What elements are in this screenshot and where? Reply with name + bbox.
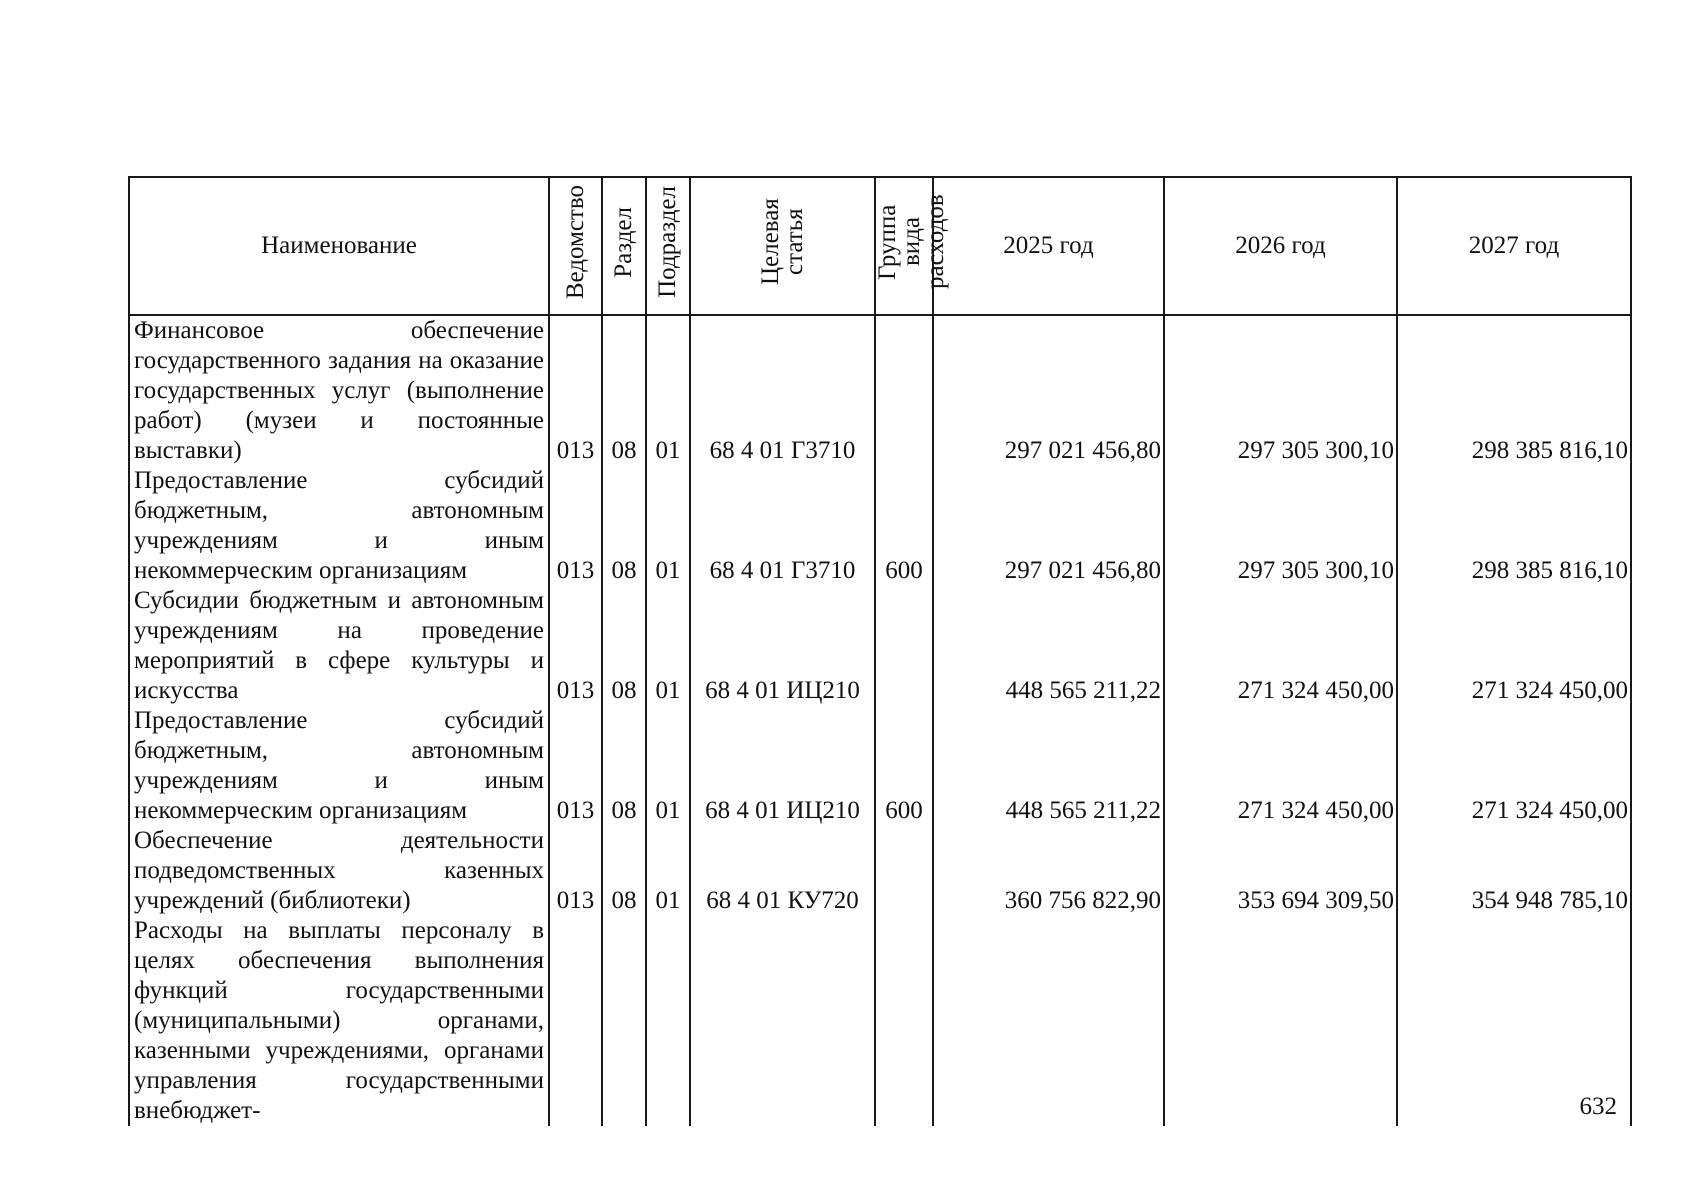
row-podrazdel: 01 <box>646 586 690 706</box>
row-year1: 448 565 211,22 <box>933 706 1164 826</box>
table-row <box>129 826 1631 916</box>
table-header-row <box>129 177 1631 315</box>
row-name: Предоставление субсидий бюджетным, автономным учреждениям и иным некоммерческим организациям <box>129 706 549 826</box>
row-year1: 448 565 211,22 <box>933 586 1164 706</box>
row-gruppa <box>875 826 933 916</box>
header-gruppa: Группа вида расходов <box>875 177 933 315</box>
row-gruppa <box>875 586 933 706</box>
row-year3: 354 948 785,10 <box>1397 826 1631 916</box>
row-year3: 271 324 450,00 <box>1397 706 1631 826</box>
budget-table <box>128 176 1632 1126</box>
row-year2: 297 305 300,10 <box>1164 315 1397 466</box>
header-name: Наименование <box>129 177 549 315</box>
row-podrazdel: 01 <box>646 466 690 586</box>
row-vedomstvo <box>549 916 602 1126</box>
row-year1: 297 021 456,80 <box>933 315 1164 466</box>
table-row <box>129 916 1631 1126</box>
row-razdel: 08 <box>602 586 646 706</box>
row-year2: 271 324 450,00 <box>1164 706 1397 826</box>
row-year1: 360 756 822,90 <box>933 826 1164 916</box>
row-year2: 353 694 309,50 <box>1164 826 1397 916</box>
header-podrazdel: Подраздел <box>646 177 690 315</box>
row-razdel: 08 <box>602 706 646 826</box>
row-year2: 271 324 450,00 <box>1164 586 1397 706</box>
row-name: Предоставление субсидий бюджетным, автономным учреждениям и иным некоммерческим организациям <box>129 466 549 586</box>
row-year1 <box>933 916 1164 1126</box>
header-year2: 2026 год <box>1164 177 1397 315</box>
row-gruppa <box>875 916 933 1126</box>
row-celevaya: 68 4 01 Г3710 <box>690 315 875 466</box>
row-year2 <box>1164 916 1397 1126</box>
row-name: Финансовое обеспечение государственного задания на оказание государственных услуг (выполнение работ) (музеи и постоянные выставки) <box>129 315 549 466</box>
table-row <box>129 706 1631 826</box>
row-razdel: 08 <box>602 826 646 916</box>
row-celevaya: 68 4 01 Г3710 <box>690 466 875 586</box>
row-year3: 298 385 816,10 <box>1397 315 1631 466</box>
row-name: Расходы на выплаты персоналу в целях обеспечения выполнения функций государственными (муниципальными) органами, казенными учреждениями, органами управления государственными внебюджет- <box>129 916 549 1126</box>
row-podrazdel: 01 <box>646 706 690 826</box>
page-number: 632 <box>1579 1093 1617 1120</box>
row-razdel: 08 <box>602 466 646 586</box>
table-row <box>129 466 1631 586</box>
header-razdel: Раздел <box>602 177 646 315</box>
row-vedomstvo: 013 <box>549 466 602 586</box>
row-podrazdel: 01 <box>646 315 690 466</box>
row-vedomstvo: 013 <box>549 706 602 826</box>
row-razdel: 08 <box>602 315 646 466</box>
row-gruppa: 600 <box>875 466 933 586</box>
header-vedomstvo: Ведомство <box>549 177 602 315</box>
header-celevaya: Целевая статья <box>690 177 875 315</box>
header-year1: 2025 год <box>933 177 1164 315</box>
row-year2: 297 305 300,10 <box>1164 466 1397 586</box>
row-vedomstvo: 013 <box>549 315 602 466</box>
row-celevaya: 68 4 01 ИЦ210 <box>690 706 875 826</box>
row-year1: 297 021 456,80 <box>933 466 1164 586</box>
row-name: Субсидии бюджетным и автономным учреждениям на проведение мероприятий в сфере культуры и искусства <box>129 586 549 706</box>
row-razdel <box>602 916 646 1126</box>
row-podrazdel <box>646 916 690 1126</box>
row-gruppa <box>875 315 933 466</box>
row-year3: 271 324 450,00 <box>1397 586 1631 706</box>
row-celevaya <box>690 916 875 1126</box>
row-year3: 298 385 816,10 <box>1397 466 1631 586</box>
table-row <box>129 315 1631 466</box>
header-year3: 2027 год <box>1397 177 1631 315</box>
row-vedomstvo: 013 <box>549 826 602 916</box>
row-vedomstvo: 013 <box>549 586 602 706</box>
row-celevaya: 68 4 01 ИЦ210 <box>690 586 875 706</box>
row-podrazdel: 01 <box>646 826 690 916</box>
row-name: Обеспечение деятельности подведомственных казенных учреждений (библиотеки) <box>129 826 549 916</box>
row-gruppa: 600 <box>875 706 933 826</box>
row-celevaya: 68 4 01 КУ720 <box>690 826 875 916</box>
table-row <box>129 586 1631 706</box>
